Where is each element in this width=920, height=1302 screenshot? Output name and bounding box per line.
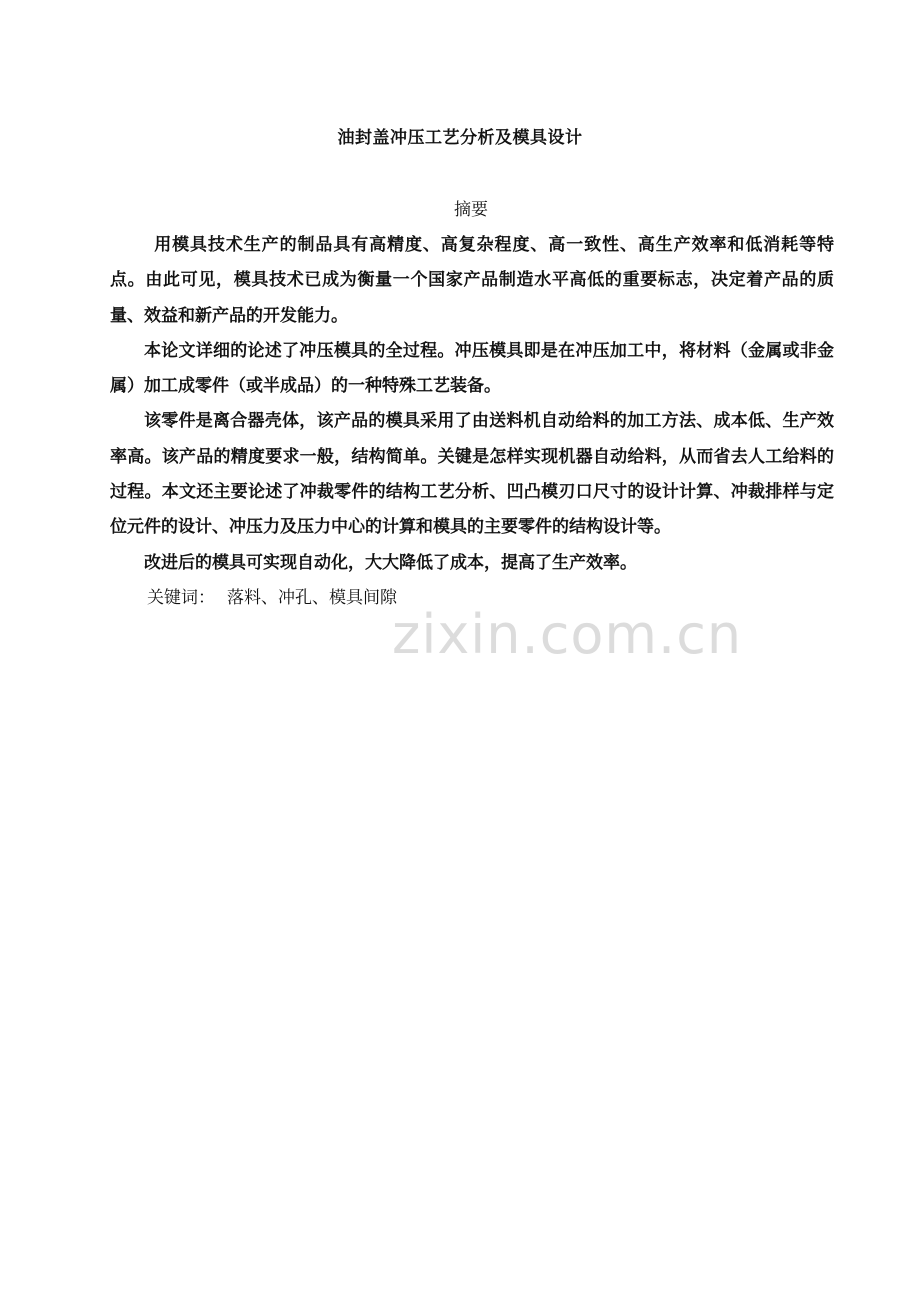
abstract-paragraph: 改进后的模具可实现自动化，大大降低了成本，提高了生产效率。 (144, 552, 637, 573)
keywords-value: 落料、冲孔、模具间隙 (227, 587, 397, 608)
watermark: zixin.com.cn (392, 603, 743, 666)
document-title: 油封盖冲压工艺分析及模具设计 (337, 128, 583, 148)
abstract-paragraph: 该零件是离合器壳体，该产品的模具采用了由送料机自动给料的加工方法、成本低、生产效率高。该产品的精度要求一般，结构简单。关键是怎样实现机器自动给料，从而省去人工给料的过程。本文还主要论述了冲裁零件的结构工艺分析、凹凸模刃口尺寸的设计计算、冲裁排样与定位元件的设计、冲压力及压力中心的计算和模具的主要零件的结构设计等。 (110, 411, 834, 538)
abstract-body (110, 228, 834, 616)
keywords-label: 关键词： (147, 587, 215, 608)
keywords-line (110, 581, 834, 616)
abstract-paragraph: 用模具技术生产的制品具有高精度、高复杂程度、高一致性、高生产效率和低消耗等特点。由此可见，模具技术已成为衡量一个国家产品制造水平高低的重要标志，决定着产品的质量、效益和新产品的开发能力。 (110, 235, 834, 326)
abstract-heading: 摘要 (454, 200, 488, 220)
abstract-paragraph: 本论文详细的论述了冲压模具的全过程。冲压模具即是在冲压加工中，将材料（金属或非金属）加工成零件（或半成品）的一种特殊工艺装备。 (110, 340, 834, 397)
